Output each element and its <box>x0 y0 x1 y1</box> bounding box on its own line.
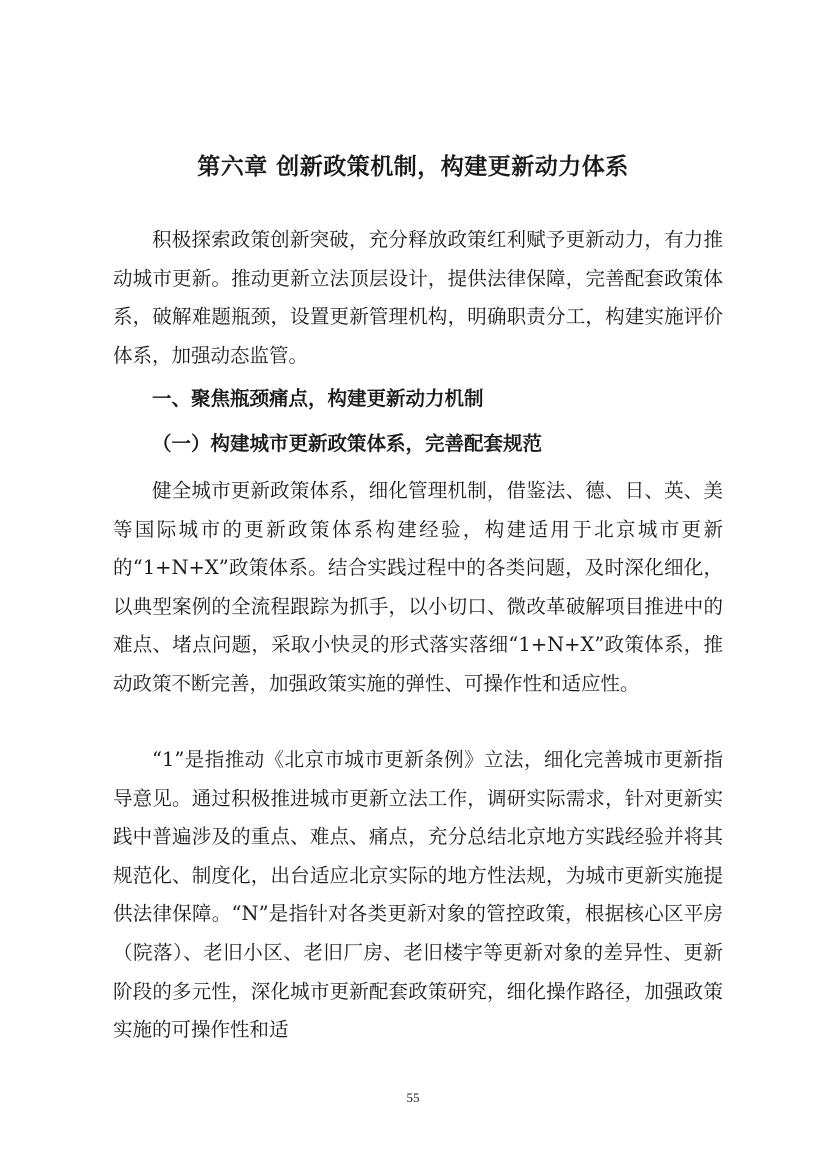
body-paragraph-2: “1”是指推动《北京市城市更新条例》立法，细化完善城市更新指导意见。通过积极推进城市更新立法工作，调研实际需求，针对更新实践中普遍涉及的重点、难点、痛点，充分总结北京地方实践经验并将其规范化、制度化，出台适应北京实际的地方性法规，为城市更新实施提供法律保障。“N”是指针对各类更新对象的管控政策，根据核心区平房（院落）、老旧小区、老旧厂房、老旧楼宇等更新对象的差异性、更新阶段的多元性，深化城市更新配套政策研究，细化操作路径，加强政策实施的可操作性和适 <box>113 748 723 1042</box>
body-paragraph-1: 健全城市更新政策体系，细化管理机制，借鉴法、德、日、英、美等国际城市的更新政策体系构建经验，构建适用于北京城市更新的“1+N+X”政策体系。结合实践过程中的各类问题，及时深化细化，以典型案例的全流程跟踪为抓手，以小切口、微改革破解项目推进中的难点、堵点问题，采取小快灵的形式落实落细“1+N+X”政策体系，推动政策不断完善，加强政策实施的弹性、可操作性和适应性。 <box>113 479 723 695</box>
intro-paragraph: 积极探索政策创新突破，充分释放政策红利赋予更新动力，有力推动城市更新。推动更新立法顶层设计，提供法律保障，完善配套政策体系，破解难题瓶颈，设置更新管理机构，明确职责分工，构建实施评价体系，加强动态监管。 <box>113 228 723 367</box>
page-number: 55 <box>406 1090 420 1105</box>
subsection-heading: （一）构建城市更新政策体系，完善配套规范 <box>152 432 543 455</box>
chapter-title: 第六章 创新政策机制，构建更新动力体系 <box>197 154 629 180</box>
section-heading: 一、聚焦瓶颈痛点，构建更新动力机制 <box>152 387 484 410</box>
